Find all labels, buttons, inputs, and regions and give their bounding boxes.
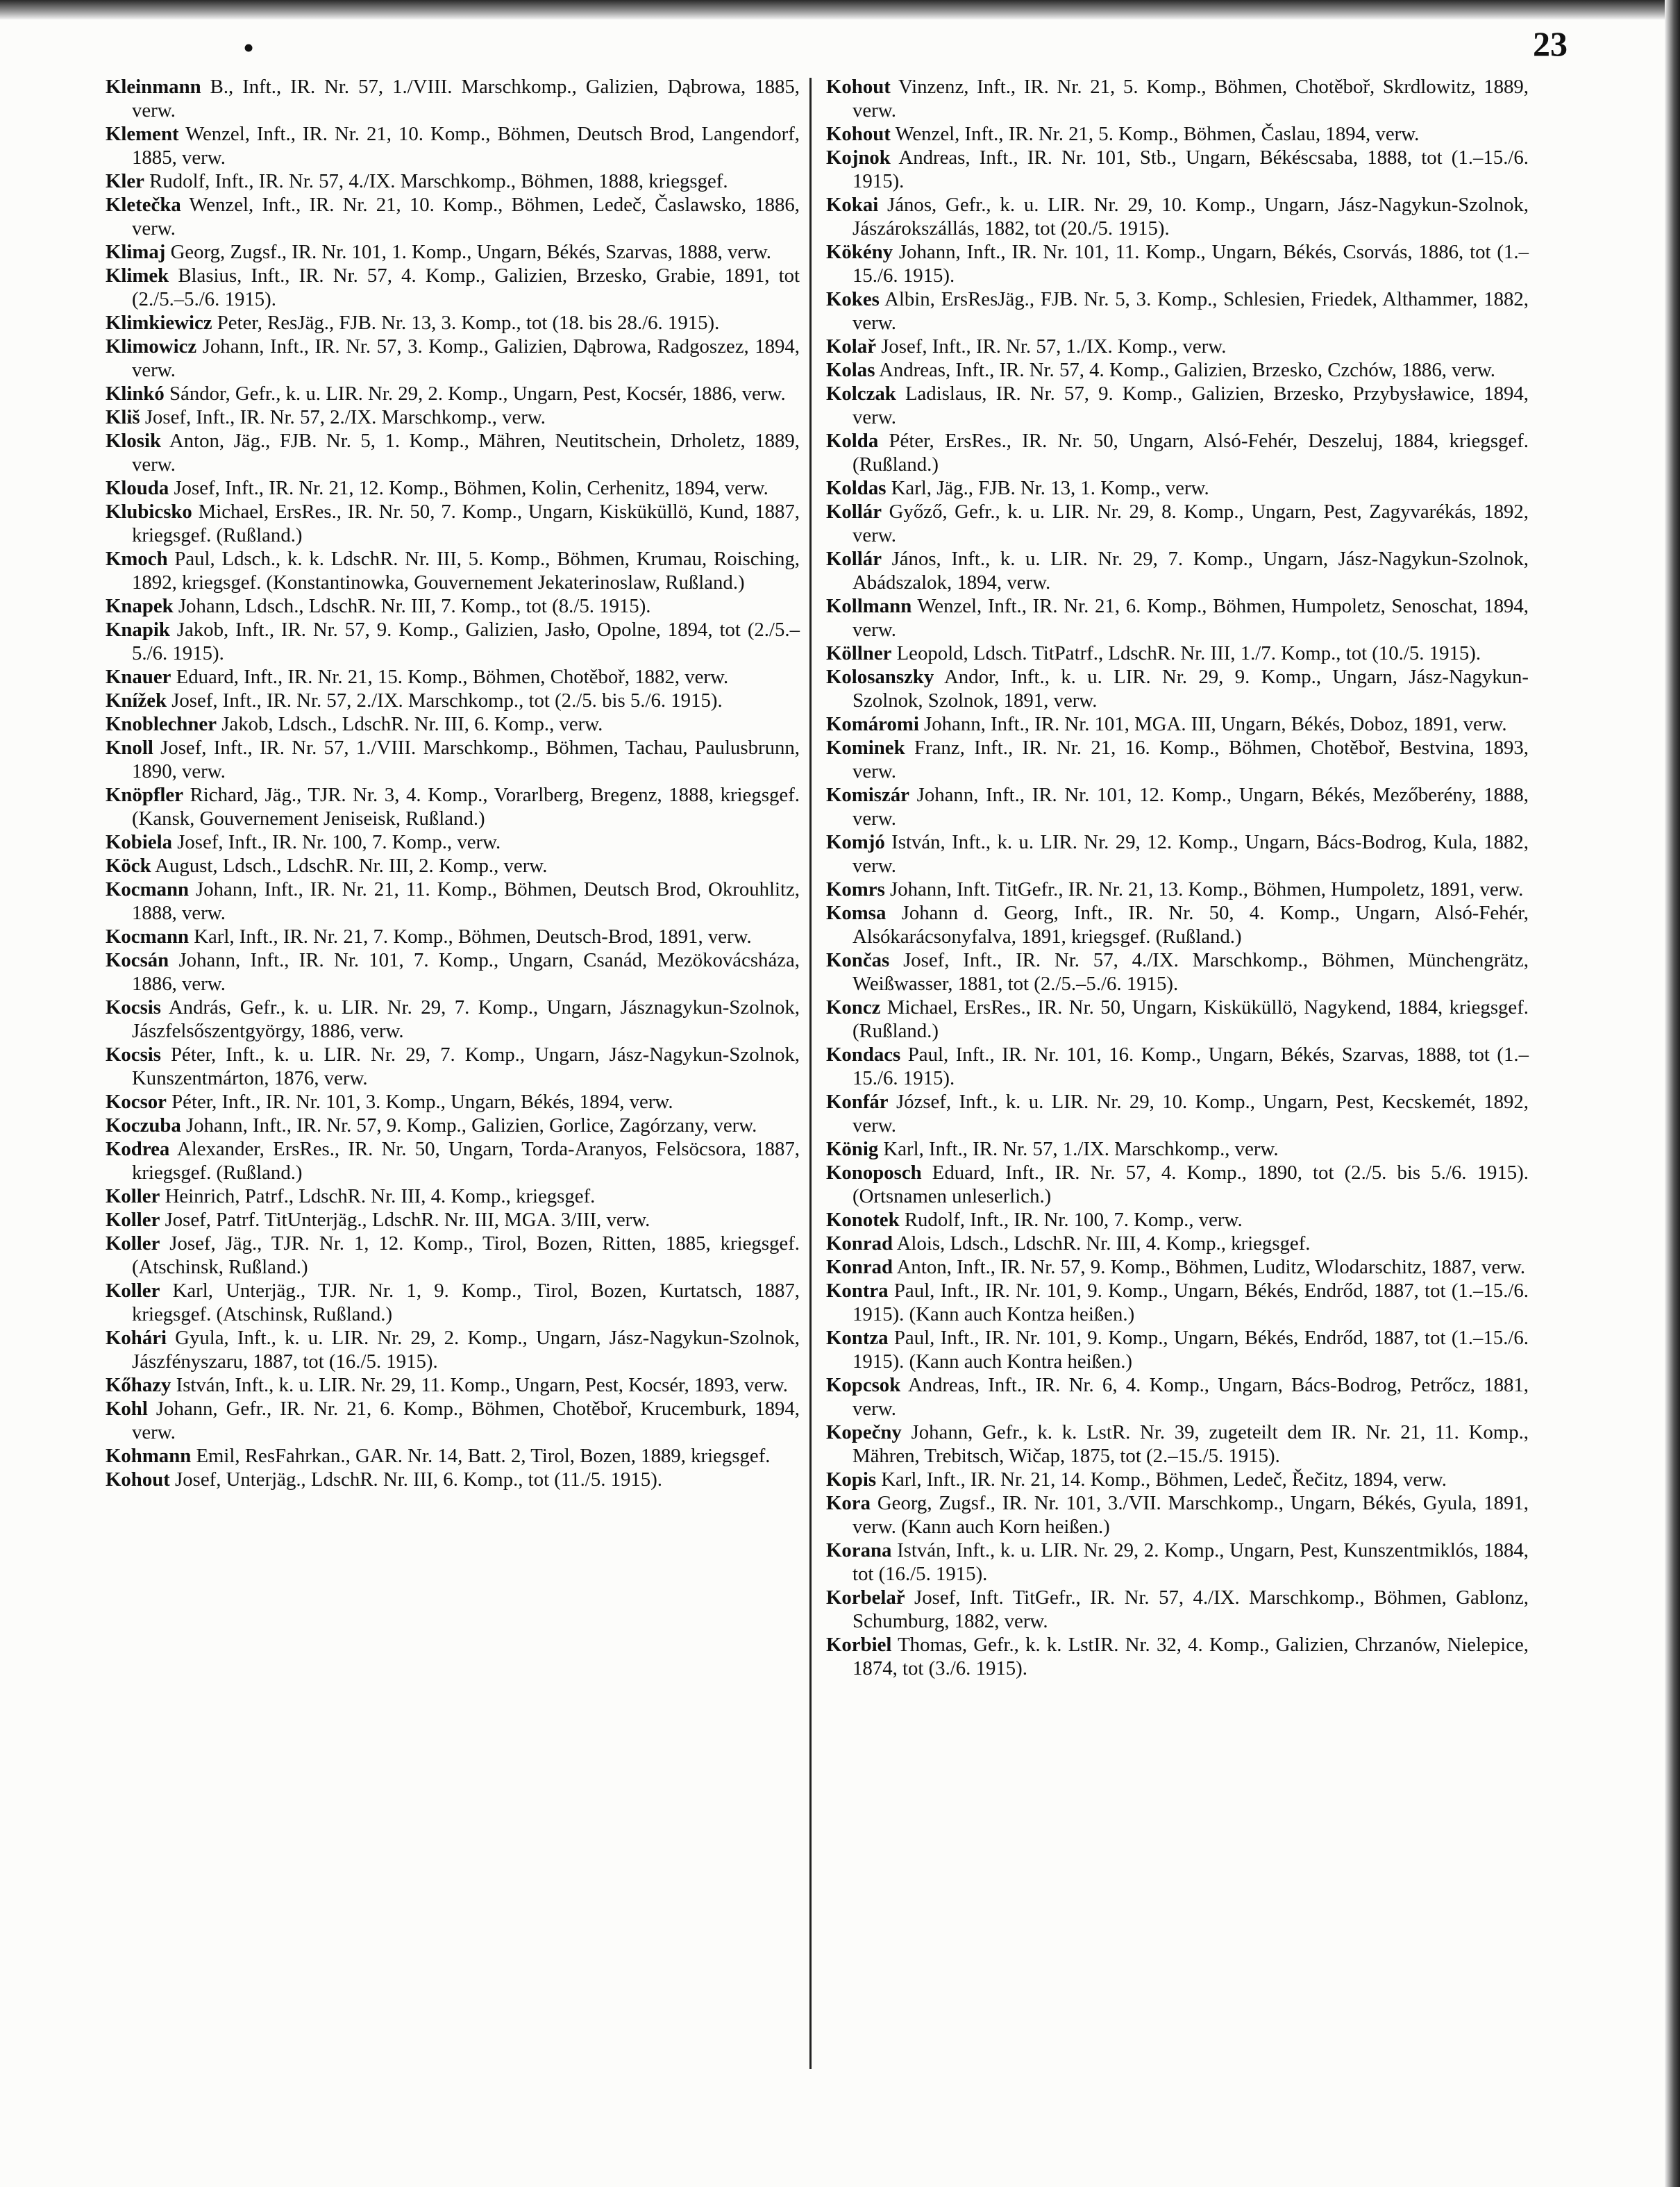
- entry-surname: Kollmann: [826, 595, 912, 617]
- list-item: [826, 122, 1529, 146]
- entry-surname: Komiszár: [826, 784, 909, 806]
- entry-surname: Klosik: [106, 430, 162, 452]
- list-item: [106, 1090, 800, 1114]
- entry-details: Eduard, Inft., IR. Nr. 21, 15. Komp., Böhmen, Chotěboř, 1882, verw.: [176, 666, 729, 688]
- list-item: [106, 1326, 800, 1373]
- list-item: [826, 736, 1529, 783]
- entry-details: B., Inft., IR. Nr. 57, 1./VIII. Marschkomp., Galizien, Dąbrowa, 1885, verw.: [132, 76, 800, 122]
- list-item: [106, 1468, 800, 1491]
- entry-surname: Kletečka: [106, 194, 181, 216]
- entry-surname: Komsa: [826, 902, 887, 924]
- entry-surname: Komrs: [826, 878, 885, 900]
- entry-details: Josef, Jäg., TJR. Nr. 1, 12. Komp., Tirol, Bozen, Ritten, 1885, kriegsgef. (Atschinsk, Rußland.): [132, 1232, 800, 1278]
- entry-surname: Koller: [106, 1232, 160, 1255]
- entry-details: Josef, Patrf. TitUnterjäg., LdschR. Nr. III, MGA. 3/III, verw.: [165, 1209, 650, 1231]
- entry-details: Josef, Inft., IR. Nr. 57, 4./IX. Marschkomp., Böhmen, Münchengrätz, Weißwasser, 1881, tot (2./5.–5./6. 1915).: [852, 949, 1529, 995]
- list-item: [106, 335, 800, 382]
- entry-details: Jakob, Inft., IR. Nr. 57, 9. Komp., Galizien, Jasło, Opolne, 1894, tot (2./5.–5./6. 1915).: [132, 619, 800, 664]
- entry-surname: Kmoch: [106, 548, 168, 570]
- entry-surname: Kökény: [826, 241, 893, 263]
- list-item: [106, 736, 800, 783]
- list-item: [106, 1208, 800, 1232]
- entry-details: Georg, Zugsf., IR. Nr. 101, 3./VII. Marschkomp., Ungarn, Békés, Gyula, 1891, verw. (Kann auch Korn heißen.): [852, 1492, 1529, 1538]
- entry-details: Paul, Inft., IR. Nr. 101, 9. Komp., Ungarn, Békés, Endrőd, 1887, tot (1.–15./6. 1915). (Kann auch Kontra heißen.): [852, 1327, 1529, 1373]
- entry-details: Josef, Unterjäg., LdschR. Nr. III, 6. Komp., tot (11./5. 1915).: [175, 1468, 662, 1491]
- entry-details: Péter, Inft., IR. Nr. 101, 3. Komp., Ungarn, Békés, 1894, verw.: [171, 1091, 673, 1113]
- entry-details: Alexander, ErsRes., IR. Nr. 50, Ungarn, Torda-Aranyos, Felsöcsora, 1887, kriegsgef. (Rußland.): [132, 1138, 800, 1184]
- list-item: [826, 1279, 1529, 1326]
- entry-details: Andreas, Inft., IR. Nr. 101, Stb., Ungarn, Békéscsaba, 1888, tot (1.–15./6. 1915).: [852, 146, 1529, 192]
- entry-details: Josef, Inft., IR. Nr. 100, 7. Komp., verw.: [177, 831, 501, 853]
- list-item: [106, 665, 800, 689]
- entry-details: Eduard, Inft., IR. Nr. 57, 4. Komp., 1890, tot (2./5. bis 5./6. 1915). (Ortsnamen unleserlich.): [852, 1162, 1529, 1207]
- entry-details: Johann, Gefr., k. k. LstR. Nr. 39, zugeteilt dem IR. Nr. 21, 11. Komp., Mähren, Trebitsch, Wičap, 1875, tot (2.–15./5. 1915).: [852, 1421, 1529, 1467]
- entry-surname: Kojnok: [826, 146, 891, 169]
- list-item: [106, 1043, 800, 1090]
- list-item: [106, 854, 800, 878]
- entry-surname: Kocsis: [106, 1044, 161, 1066]
- entry-details: Andreas, Inft., IR. Nr. 57, 4. Komp., Galizien, Brzesko, Czchów, 1886, verw.: [879, 359, 1496, 381]
- entry-surname: Klubicsko: [106, 501, 192, 523]
- entry-surname: Konoposch: [826, 1162, 922, 1184]
- list-item: [106, 1279, 800, 1326]
- entry-surname: Konrad: [826, 1232, 893, 1255]
- entry-details: Peter, ResJäg., FJB. Nr. 13, 3. Komp., tot (18. bis 28./6. 1915).: [217, 312, 720, 334]
- entry-details: Johann, Inft. TitGefr., IR. Nr. 21, 13. Komp., Böhmen, Humpoletz, 1891, verw.: [889, 878, 1524, 900]
- entry-surname: Korbelař: [826, 1586, 905, 1609]
- entry-surname: Köck: [106, 855, 151, 877]
- entry-surname: Koller: [106, 1209, 160, 1231]
- list-item: [106, 429, 800, 476]
- list-item: [826, 1468, 1529, 1491]
- entry-details: Blasius, Inft., IR. Nr. 57, 4. Komp., Galizien, Brzesko, Grabie, 1891, tot (2./5.–5./6. 1915).: [132, 265, 800, 310]
- list-item: [106, 405, 800, 429]
- entry-surname: Komjó: [826, 831, 885, 853]
- entry-surname: Kontra: [826, 1280, 889, 1302]
- entry-details: Andor, Inft., k. u. LIR. Nr. 29, 9. Komp., Ungarn, Jász-Nagykun-Szolnok, Szolnok, 1891, verw.: [852, 666, 1529, 712]
- entry-details: Andreas, Inft., IR. Nr. 6, 4. Komp., Ungarn, Bács-Bodrog, Petrőcz, 1881, verw.: [852, 1374, 1529, 1420]
- list-item: [826, 665, 1529, 712]
- entry-surname: Kolas: [826, 359, 875, 381]
- entry-surname: Knauer: [106, 666, 171, 688]
- list-item: [106, 311, 800, 335]
- scan-edge-top: [0, 0, 1680, 19]
- entry-surname: Kopis: [826, 1468, 877, 1491]
- entry-details: Josef, Inft., IR. Nr. 57, 1./VIII. Marschkomp., Böhmen, Tachau, Paulusbrunn, 1890, verw.: [132, 737, 800, 782]
- entry-details: Wenzel, Inft., IR. Nr. 21, 6. Komp., Böhmen, Humpoletz, Senoschat, 1894, verw.: [852, 595, 1529, 641]
- entry-details: Johann, Ldsch., LdschR. Nr. III, 7. Komp., tot (8./5. 1915).: [178, 595, 651, 617]
- entry-surname: Konfár: [826, 1091, 889, 1113]
- entry-surname: Kohout: [106, 1468, 170, 1491]
- list-item: [826, 1539, 1529, 1586]
- entry-details: Johann, Inft., IR. Nr. 57, 3. Komp., Galizien, Dąbrowa, Radgoszez, 1894, verw.: [132, 335, 800, 381]
- list-item: [826, 146, 1529, 193]
- list-item: [106, 169, 800, 193]
- list-item: [106, 1444, 800, 1468]
- list-item: [826, 240, 1529, 287]
- list-item: [106, 925, 800, 948]
- list-item: [106, 193, 800, 240]
- entry-surname: Kocsán: [106, 949, 169, 971]
- entry-surname: Koller: [106, 1185, 160, 1207]
- entry-surname: Končas: [826, 949, 890, 971]
- entry-surname: Kolař: [826, 335, 876, 358]
- entry-details: Emil, ResFahrkan., GAR. Nr. 14, Batt. 2, Tirol, Bozen, 1889, kriegsgef.: [196, 1445, 771, 1467]
- entry-surname: Kobiela: [106, 831, 172, 853]
- entry-surname: Kohout: [826, 123, 891, 145]
- list-item: [826, 429, 1529, 476]
- entry-surname: Klimowicz: [106, 335, 197, 358]
- entry-details: August, Ldsch., LdschR. Nr. III, 2. Komp., verw.: [155, 855, 548, 877]
- list-item: [826, 1373, 1529, 1421]
- entry-surname: Kocmann: [106, 925, 189, 948]
- entry-details: Josef, Inft. TitGefr., IR. Nr. 57, 4./IX. Marschkomp., Böhmen, Gablonz, Schumburg, 1882, verw.: [852, 1586, 1529, 1632]
- entry-surname: Knöpfler: [106, 784, 183, 806]
- entry-details: Josef, Inft., IR. Nr. 57, 1./IX. Komp., verw.: [881, 335, 1227, 358]
- list-item: [106, 689, 800, 712]
- entry-details: István, Inft., k. u. LIR. Nr. 29, 11. Komp., Ungarn, Pest, Kocsér, 1893, verw.: [176, 1374, 788, 1396]
- left-column: [106, 75, 800, 1491]
- entry-details: Karl, Inft., IR. Nr. 21, 7. Komp., Böhmen, Deutsch-Brod, 1891, verw.: [194, 925, 752, 948]
- entry-surname: Koczuba: [106, 1114, 181, 1137]
- entry-surname: König: [826, 1138, 879, 1160]
- entry-surname: Knoll: [106, 737, 153, 759]
- list-item: [826, 547, 1529, 594]
- entry-surname: Koller: [106, 1280, 160, 1302]
- list-item: [826, 1421, 1529, 1468]
- entry-surname: Kleinmann: [106, 76, 201, 98]
- entry-details: Wenzel, Inft., IR. Nr. 21, 10. Komp., Böhmen, Ledeč, Časlawsko, 1886, verw.: [132, 194, 800, 240]
- entry-details: Anton, Inft., IR. Nr. 57, 9. Komp., Böhmen, Luditz, Wlodarschitz, 1887, verw.: [896, 1256, 1526, 1278]
- entry-details: Győző, Gefr., k. u. LIR. Nr. 29, 8. Komp., Ungarn, Pest, Zagyvarékás, 1892, verw.: [852, 501, 1529, 546]
- entry-surname: Kohári: [106, 1327, 167, 1349]
- list-item: [826, 878, 1529, 901]
- list-item: [826, 1137, 1529, 1161]
- list-item: [826, 1161, 1529, 1208]
- entry-surname: Köllner: [826, 642, 892, 664]
- entry-details: Michael, ErsRes., IR. Nr. 50, 7. Komp., Ungarn, Kisküküllö, Kund, 1887, kriegsgef. (Rußland.): [132, 501, 800, 546]
- entry-details: Franz, Inft., IR. Nr. 21, 16. Komp., Böhmen, Chotěboř, Bestvina, 1893, verw.: [852, 737, 1529, 782]
- entry-surname: Klinkó: [106, 383, 165, 405]
- list-item: [826, 1586, 1529, 1633]
- entry-surname: Klimkiewicz: [106, 312, 212, 334]
- entry-surname: Kohl: [106, 1398, 148, 1420]
- list-item: [826, 642, 1529, 665]
- list-item: [106, 264, 800, 311]
- entry-surname: Knoblechner: [106, 713, 217, 735]
- entry-details: János, Inft., k. u. LIR. Nr. 29, 7. Komp., Ungarn, Jász-Nagykun-Szolnok, Abádszalok, 1894, verw.: [852, 548, 1529, 594]
- entry-surname: Knapik: [106, 619, 170, 641]
- list-item: [106, 594, 800, 618]
- entry-details: Johann, Inft., IR. Nr. 101, 12. Komp., Ungarn, Békés, Mezőberény, 1888, verw.: [852, 784, 1529, 830]
- entry-details: Johann d. Georg, Inft., IR. Nr. 50, 4. Komp., Ungarn, Alsó-Fehér, Alsókarácsonyfalva, 1891, kriegsgef. (Rußland.): [852, 902, 1529, 948]
- entry-details: Paul, Inft., IR. Nr. 101, 16. Komp., Ungarn, Békés, Szarvas, 1888, tot (1.–15./6. 1915).: [852, 1044, 1529, 1089]
- list-item: [826, 335, 1529, 358]
- entry-details: Karl, Inft., IR. Nr. 21, 14. Komp., Böhmen, Ledeč, Řečitz, 1894, verw.: [881, 1468, 1447, 1491]
- entry-details: Vinzenz, Inft., IR. Nr. 21, 5. Komp., Böhmen, Chotěboř, Skrdlowitz, 1889, verw.: [852, 76, 1529, 122]
- entry-surname: Kontza: [826, 1327, 889, 1349]
- entry-surname: Kliš: [106, 406, 140, 428]
- entry-surname: Koncz: [826, 996, 881, 1019]
- entry-details: Wenzel, Inft., IR. Nr. 21, 10. Komp., Böhmen, Deutsch Brod, Langendorf, 1885, verw.: [132, 123, 800, 169]
- list-item: [826, 783, 1529, 830]
- entry-surname: Kohmann: [106, 1445, 192, 1467]
- entry-surname: Konotek: [826, 1209, 900, 1231]
- entry-details: Alois, Ldsch., LdschR. Nr. III, 4. Komp., kriegsgef.: [896, 1232, 1311, 1255]
- entry-surname: Klement: [106, 123, 179, 145]
- list-item: [106, 878, 800, 925]
- list-item: [106, 476, 800, 500]
- list-item: [826, 500, 1529, 547]
- entry-details: Josef, Inft., IR. Nr. 21, 12. Komp., Böhmen, Kolin, Cerhenitz, 1894, verw.: [174, 477, 768, 499]
- entry-surname: Kocsor: [106, 1091, 167, 1113]
- entry-details: Johann, Inft., IR. Nr. 101, MGA. III, Ungarn, Békés, Doboz, 1891, verw.: [924, 713, 1507, 735]
- entry-details: Rudolf, Inft., IR. Nr. 57, 4./IX. Marschkomp., Böhmen, 1888, kriegsgef.: [149, 170, 728, 192]
- top-mark: •: [243, 30, 255, 65]
- entry-surname: Kopcsok: [826, 1374, 901, 1396]
- scan-edge-right: [1665, 0, 1680, 2187]
- list-item: [826, 594, 1529, 642]
- list-item: [106, 382, 800, 405]
- list-item: [826, 830, 1529, 878]
- entry-surname: Kodrea: [106, 1138, 170, 1160]
- entry-surname: Kohout: [826, 76, 891, 98]
- entry-details: Josef, Inft., IR. Nr. 57, 2./IX. Marschkomp., tot (2./5. bis 5./6. 1915).: [171, 689, 723, 712]
- entry-details: Josef, Inft., IR. Nr. 57, 2./IX. Marschkomp., verw.: [144, 406, 546, 428]
- entry-details: Johann, Gefr., IR. Nr. 21, 6. Komp., Böhmen, Chotěboř, Krucemburk, 1894, verw.: [132, 1398, 800, 1443]
- list-item: [826, 1255, 1529, 1279]
- list-item: [826, 712, 1529, 736]
- list-item: [826, 1208, 1529, 1232]
- entry-surname: Kokai: [826, 194, 879, 216]
- entry-details: Heinrich, Patrf., LdschR. Nr. III, 4. Komp., kriegsgef.: [165, 1185, 596, 1207]
- list-item: [826, 75, 1529, 122]
- list-item: [826, 1232, 1529, 1255]
- entry-details: Péter, Inft., k. u. LIR. Nr. 29, 7. Komp., Ungarn, Jász-Nagykun-Szolnok, Kunszentmárton, 1876, verw.: [132, 1044, 800, 1089]
- entry-details: József, Inft., k. u. LIR. Nr. 29, 10. Komp., Ungarn, Pest, Kecskemét, 1892, verw.: [852, 1091, 1529, 1137]
- entry-surname: Kocmann: [106, 878, 189, 900]
- entry-surname: Kolczak: [826, 383, 896, 405]
- list-item: [826, 1043, 1529, 1090]
- page-number: 23: [1533, 24, 1568, 63]
- column-divider: [809, 78, 812, 2069]
- list-item: [826, 1090, 1529, 1137]
- entry-surname: Korana: [826, 1539, 892, 1561]
- entry-surname: Kolosanszky: [826, 666, 934, 688]
- entry-details: András, Gefr., k. u. LIR. Nr. 29, 7. Komp., Ungarn, Jásznagykun-Szolnok, Jászfelsőszentgyörgy, 1886, verw.: [132, 996, 800, 1042]
- list-item: [106, 712, 800, 736]
- entry-details: Karl, Jäg., FJB. Nr. 13, 1. Komp., verw.: [891, 477, 1209, 499]
- entry-details: Thomas, Gefr., k. k. LstIR. Nr. 32, 4. Komp., Galizien, Chrzanów, Nielepice, 1874, tot (3./6. 1915).: [852, 1634, 1529, 1679]
- entry-surname: Kondacs: [826, 1044, 901, 1066]
- list-item: [106, 240, 800, 264]
- entry-details: Wenzel, Inft., IR. Nr. 21, 5. Komp., Böhmen, Časlau, 1894, verw.: [895, 123, 1420, 145]
- list-item: [106, 500, 800, 547]
- list-item: [826, 948, 1529, 996]
- entry-details: Gyula, Inft., k. u. LIR. Nr. 29, 2. Komp., Ungarn, Jász-Nagykun-Szolnok, Jászfényszaru, 1887, tot (16./5. 1915).: [132, 1327, 800, 1373]
- entry-details: Sándor, Gefr., k. u. LIR. Nr. 29, 2. Komp., Ungarn, Pest, Kocsér, 1886, verw.: [169, 383, 786, 405]
- list-item: [106, 1373, 800, 1397]
- list-item: [826, 1633, 1529, 1680]
- entry-surname: Kocsis: [106, 996, 161, 1019]
- entry-surname: Konrad: [826, 1256, 893, 1278]
- entry-surname: Kokes: [826, 288, 880, 310]
- entry-surname: Klouda: [106, 477, 169, 499]
- list-item: [106, 1184, 800, 1208]
- entry-details: Johann, Inft., IR. Nr. 57, 9. Komp., Galizien, Gorlice, Zagórzany, verw.: [186, 1114, 757, 1137]
- entry-details: Karl, Unterjäg., TJR. Nr. 1, 9. Komp., Tirol, Bozen, Kurtatsch, 1887, kriegsgef. (Atschinsk, Rußland.): [132, 1280, 800, 1325]
- entry-details: Jakob, Ldsch., LdschR. Nr. III, 6. Komp., verw.: [221, 713, 603, 735]
- entry-surname: Kőhazy: [106, 1374, 171, 1396]
- list-item: [826, 193, 1529, 240]
- list-item: [826, 901, 1529, 948]
- list-item: [826, 382, 1529, 429]
- list-item: [106, 1114, 800, 1137]
- list-item: [106, 618, 800, 665]
- entry-surname: Kolda: [826, 430, 879, 452]
- list-item: [106, 948, 800, 996]
- entry-details: Richard, Jäg., TJR. Nr. 3, 4. Komp., Vorarlberg, Bregenz, 1888, kriegsgef. (Kansk, Gouvernement Jeniseisk, Rußland.): [132, 784, 800, 830]
- entry-surname: Komáromi: [826, 713, 919, 735]
- list-item: [106, 1397, 800, 1444]
- entry-details: Leopold, Ldsch. TitPatrf., LdschR. Nr. III, 1./7. Komp., tot (10./5. 1915).: [896, 642, 1481, 664]
- list-item: [826, 1326, 1529, 1373]
- list-item: [106, 547, 800, 594]
- entry-surname: Knížek: [106, 689, 167, 712]
- list-item: [106, 1137, 800, 1184]
- list-item: [106, 75, 800, 122]
- list-item: [826, 287, 1529, 335]
- entry-details: Johann, Inft., IR. Nr. 21, 11. Komp., Böhmen, Deutsch Brod, Okrouhlitz, 1888, verw.: [132, 878, 800, 924]
- entry-details: Paul, Inft., IR. Nr. 101, 9. Komp., Ungarn, Békés, Endrőd, 1887, tot (1.–15./6. 1915). (Kann auch Kontza heißen.): [852, 1280, 1529, 1325]
- entry-details: István, Inft., k. u. LIR. Nr. 29, 2. Komp., Ungarn, Pest, Kunszentmiklós, 1884, tot (16./5. 1915).: [852, 1539, 1529, 1585]
- entry-surname: Kopečny: [826, 1421, 902, 1443]
- entry-details: Anton, Jäg., FJB. Nr. 5, 1. Komp., Mähren, Neutitschein, Drholetz, 1889, verw.: [132, 430, 800, 476]
- entry-details: Johann, Inft., IR. Nr. 101, 11. Komp., Ungarn, Békés, Csorvás, 1886, tot (1.–15./6. 1915).: [852, 241, 1529, 287]
- list-item: [106, 783, 800, 830]
- list-item: [826, 358, 1529, 382]
- list-item: [826, 996, 1529, 1043]
- entry-details: Paul, Ldsch., k. k. LdschR. Nr. III, 5. Komp., Böhmen, Krumau, Roisching, 1892, kriegsgef. (Konstantinowka, Gouvernement Jekaterinoslaw, Rußland.): [132, 548, 800, 594]
- entry-details: Georg, Zugsf., IR. Nr. 101, 1. Komp., Ungarn, Békés, Szarvas, 1888, verw.: [170, 241, 771, 263]
- list-item: [106, 996, 800, 1043]
- list-item: [106, 830, 800, 854]
- entry-details: Michael, ErsRes., IR. Nr. 50, Ungarn, Kisküküllö, Nagykend, 1884, kriegsgef. (Rußland.): [852, 996, 1529, 1042]
- entry-details: Johann, Inft., IR. Nr. 101, 7. Komp., Ungarn, Csanád, Mezökovácsháza, 1886, verw.: [132, 949, 800, 995]
- list-item: [826, 476, 1529, 500]
- entry-details: István, Inft., k. u. LIR. Nr. 29, 12. Komp., Ungarn, Bács-Bodrog, Kula, 1882, verw.: [852, 831, 1529, 877]
- entry-details: Karl, Inft., IR. Nr. 57, 1./IX. Marschkomp., verw.: [883, 1138, 1279, 1160]
- entry-surname: Kollár: [826, 548, 882, 570]
- entry-details: Péter, ErsRes., IR. Nr. 50, Ungarn, Alsó-Fehér, Deszeluj, 1884, kriegsgef. (Rußland.): [852, 430, 1529, 476]
- list-item: [826, 1491, 1529, 1539]
- entry-surname: Klimek: [106, 265, 169, 287]
- entry-surname: Koldas: [826, 477, 887, 499]
- right-column: [826, 75, 1529, 1680]
- list-item: [106, 1232, 800, 1279]
- entry-surname: Korbiel: [826, 1634, 892, 1656]
- entry-surname: Knapek: [106, 595, 174, 617]
- entry-surname: Klimaj: [106, 241, 166, 263]
- entry-surname: Kler: [106, 170, 144, 192]
- entry-details: János, Gefr., k. u. LIR. Nr. 29, 10. Komp., Ungarn, Jász-Nagykun-Szolnok, Jászárokszállás, 1882, tot (20./5. 1915).: [852, 194, 1529, 240]
- entry-surname: Kollár: [826, 501, 882, 523]
- list-item: [106, 122, 800, 169]
- entry-details: Albin, ErsResJäg., FJB. Nr. 5, 3. Komp., Schlesien, Friedek, Althammer, 1882, verw.: [852, 288, 1529, 334]
- entry-surname: Kora: [826, 1492, 871, 1514]
- entry-surname: Kominek: [826, 737, 905, 759]
- entry-details: Rudolf, Inft., IR. Nr. 100, 7. Komp., verw.: [904, 1209, 1243, 1231]
- entry-details: Ladislaus, IR. Nr. 57, 9. Komp., Galizien, Brzesko, Przybysławice, 1894, verw.: [852, 383, 1529, 428]
